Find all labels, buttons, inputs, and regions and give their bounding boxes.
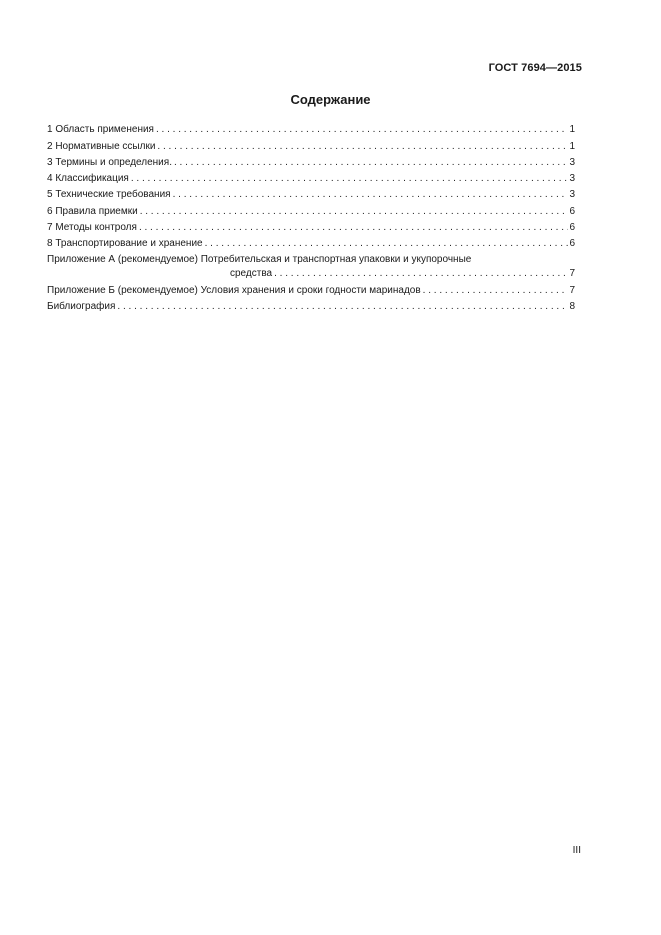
toc-entry-page: 1 — [569, 140, 575, 152]
toc-entry-label: 7 Методы контроля — [47, 222, 137, 234]
toc-title: Содержание — [290, 92, 371, 107]
toc-leader-dots — [174, 157, 568, 169]
toc-entry-page: 3 — [569, 173, 575, 185]
toc-entry-control-methods[interactable] — [47, 218, 575, 234]
toc-leader-dots — [140, 206, 569, 218]
toc-entry-label: 2 Нормативные ссылки — [47, 140, 156, 152]
toc-entry-terms[interactable] — [47, 153, 575, 169]
toc-leader-dots — [205, 238, 569, 250]
toc-leader-dots — [274, 268, 568, 280]
toc-entry-label: 5 Технические требования — [47, 189, 171, 201]
document-code: ГОСТ 7694—2015 — [488, 62, 582, 74]
toc-leader-dots — [117, 301, 568, 313]
toc-entry-label: 1 Область применения — [47, 124, 154, 136]
toc-entry-page: 6 — [569, 205, 575, 217]
toc-entry-label: Библиография — [47, 300, 116, 312]
toc-entry-classification[interactable] — [47, 169, 575, 185]
toc-entry-technical-requirements[interactable] — [47, 185, 575, 201]
toc-entry-page: 7 — [569, 284, 575, 296]
toc-leader-dots — [156, 124, 568, 136]
toc-entry-acceptance-rules[interactable] — [47, 201, 575, 217]
toc-leader-dots — [139, 222, 569, 234]
toc-entry-normative-references[interactable] — [47, 136, 575, 152]
toc-entry-label: Приложение Б (рекомендуемое) Условия хранения и сроки годности маринадов — [47, 284, 421, 296]
toc-leader-dots — [173, 189, 569, 201]
toc-entry-label: Приложение А (рекомендуемое) Потребительская и транспортная упаковки и укупорочные — [47, 254, 472, 266]
toc-entry-page: 1 — [569, 124, 575, 136]
toc-entry-page: 3 — [569, 189, 575, 201]
toc-entry-page: 8 — [569, 300, 575, 312]
toc-entry-label: 4 Классификация — [47, 173, 129, 185]
toc-leader-dots — [157, 141, 568, 153]
toc-entry-label-continuation: средства — [230, 268, 273, 280]
toc-entry-transport-storage[interactable] — [47, 234, 575, 250]
toc-entry-page: 7 — [569, 268, 575, 280]
toc-leader-dots — [423, 285, 569, 297]
toc-entry-appendix-a[interactable] — [47, 250, 575, 266]
toc-entry-page: 6 — [569, 222, 575, 234]
toc-entry-bibliography[interactable] — [47, 297, 575, 313]
page-number: III — [572, 845, 581, 856]
toc-entry-label: 3 Термины и определения. — [47, 156, 172, 168]
table-of-contents — [47, 120, 575, 313]
toc-entry-page: 3 — [569, 156, 575, 168]
toc-entry-appendix-b[interactable] — [47, 280, 575, 296]
toc-entry-scope[interactable] — [47, 120, 575, 136]
toc-entry-appendix-a-continuation[interactable] — [47, 266, 575, 280]
toc-entry-label: 8 Транспортирование и хранение — [47, 238, 203, 250]
toc-entry-label: 6 Правила приемки — [47, 205, 138, 217]
toc-entry-page: 6 — [569, 238, 575, 250]
toc-leader-dots — [131, 173, 569, 185]
